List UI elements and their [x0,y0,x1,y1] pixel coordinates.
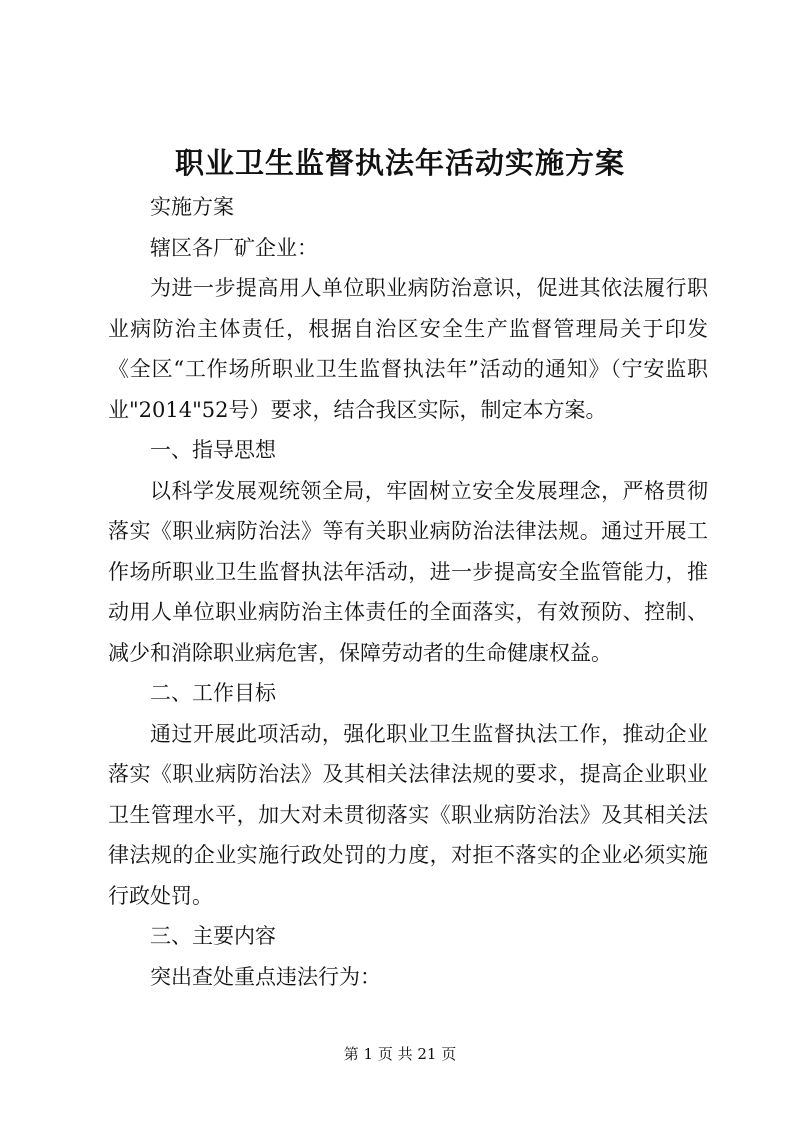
page-number-footer: 第 1 页 共 21 页 [343,1045,457,1063]
paragraph-work-goals: 通过开展此项活动，强化职业卫生监督执法工作，推动企业落实《职业病防治法》及其相关法律法规的要求，提高企业职业卫生管理水平，加大对未贯彻落实《职业病防治法》及其相关法律法规的企业实施行政处罚的力度，对拒不落实的企业必须实施行政处罚。 [108,721,708,908]
section-heading-main-content: 三、主要内容 [150,924,276,948]
section-heading-work-goals: 二、工作目标 [150,681,276,705]
section-heading-guiding-ideology: 一、指导思想 [150,438,276,462]
paragraph-heading-plan: 实施方案 [150,195,234,219]
paragraph-guiding-ideology: 以科学发展观统领全局，牢固树立安全发展理念，严格贯彻落实《职业病防治法》等有关职业病防治法律法规。通过开展工作场所职业卫生监督执法年活动，进一步提高安全监管能力，推动用人单位职业病防治主体责任的全面落实，有效预防、控制、减少和消除职业病危害，保障劳动者的生命健康权益。 [108,478,708,665]
paragraph-intro: 为进一步提高用人单位职业病防治意识，促进其依法履行职业病防治主体责任，根据自治区安全生产监督管理局关于印发《全区“工作场所职业卫生监督执法年”活动的通知》（宁安监职业"2014"52号）要求，结合我区实际，制定本方案。 [108,276,708,422]
paragraph-main-content: 突出查处重点违法行为： [150,964,381,989]
document-body [108,187,708,997]
document-title: 职业卫生监督执法年活动实施方案 [174,146,625,180]
paragraph-addressee: 辖区各厂矿企业： [150,235,318,260]
